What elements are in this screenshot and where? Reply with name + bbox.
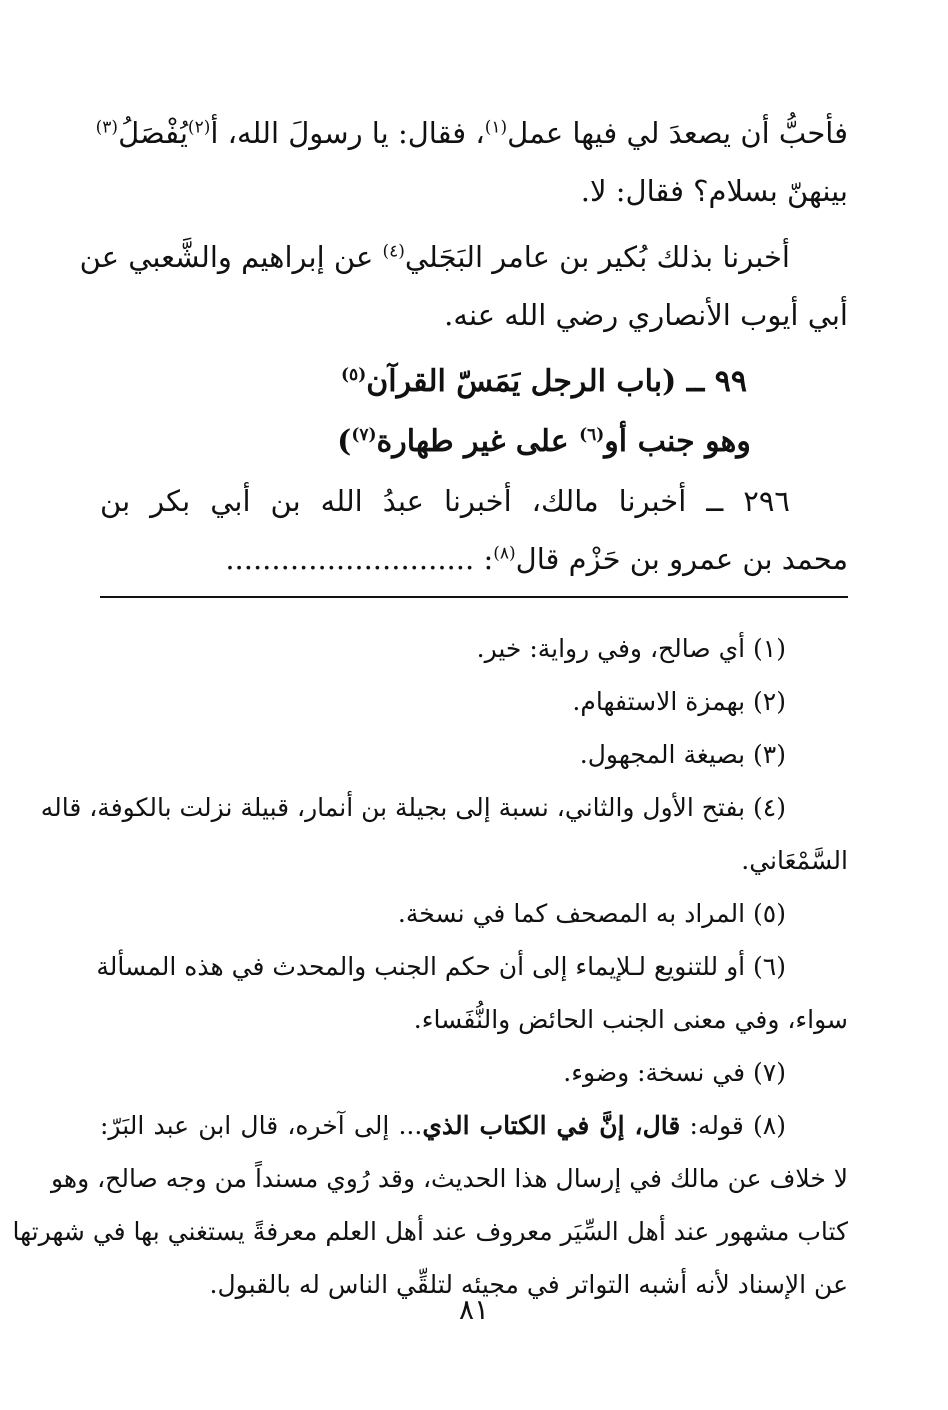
text-line [100,162,848,220]
heading-text: على غير طهارة [376,424,580,459]
footnote-marker: (٨) [493,543,516,564]
footnote-text: (٨) قوله: [680,1111,786,1140]
text-line [95,104,848,162]
text-line [100,286,848,344]
hadith-line [100,472,848,530]
text-run: محمد بن عمرو بن حَزْم قال [515,542,848,576]
heading-text: ) [337,424,352,459]
footnote-continuation: كتاب مشهور عند أهل السِّيَر معروف عند أهل العلم معرفةً يستغني بها في شهرتها [12,1217,848,1246]
footnote-text: ... إلى آخره، قال ابن عبد البَرّ: [100,1111,423,1140]
footnote-quote: قال، إنَّ في الكتاب الذي [422,1111,681,1140]
text-run: أخبرنا بذلك بُكير بن عامر البَجَلي [404,240,790,274]
text-run: فأحبُّ أن يصعدَ لي فيها عمل [507,116,848,150]
chapter-heading [100,352,848,412]
text-run: : [483,542,494,576]
footnote [100,1099,848,1152]
footnote-marker: (٢) [187,117,211,138]
footnote-marker: (٤) [382,241,405,262]
text-line [100,530,848,588]
footnote: (٦) أو للتنويع لـلإيماء إلى أن حكم الجنب والمحدث في هذه المسألة [96,952,786,981]
footnote: (١) أي صالح، وفي رواية: خير. [476,634,786,663]
footnote-marker: (٧) [351,425,377,445]
text-run: يُفْصَلُ [118,116,188,150]
text-run: عن إبراهيم والشَّعبي عن [79,240,383,274]
footnote-continuation: لا خلاف عن مالك في إرسال هذا الحديث، وقد رُوي مسنداً من وجه صالح، وهو [51,1164,848,1193]
main-text [79,104,848,588]
text-run: أبي أيوب الأنصاري رضي الله عنه. [444,298,848,332]
footnote: (٣) بصيغة المجهول. [579,740,786,769]
footnote-marker: (٣) [95,117,119,138]
page-number: ٨١ [458,1293,490,1326]
heading-text: ٩٩ ــ (باب الرجل يَمَسّ القرآن [366,364,747,399]
footnote-continuation: سواء، وفي معنى الجنب الحائض والنُّفَساء. [413,1005,848,1034]
text-run: ، فقال: يا رسولَ الله، أ [210,116,485,150]
text-run: ٢٩٦ ــ أخبرنا مالك، أخبرنا عبدُ الله بن أبي بكر بن [100,484,790,518]
heading-text: وهو جنب أو [604,424,751,459]
footnote: (٤) بفتح الأول والثاني، نسبة إلى بجيلة بن أنمار، قبيلة نزلت بالكوفة، قاله [40,793,786,822]
continuation-dots: ........................... [225,542,475,576]
text-run: بينهنّ بسلام؟ فقال: لا. [580,174,848,208]
footnote: (٥) المراد به المصحف كما في نسخة. [397,899,786,928]
footnote-divider [100,596,848,598]
chapter-heading-line-2 [100,412,848,472]
footnote-continuation: السَّمْعَاني. [741,846,848,875]
footnote: (٢) بهمزة الاستفهام. [572,687,786,716]
footnote-marker: (١) [484,117,508,138]
footnotes [12,622,848,1311]
footnote-continuation: عن الإسناد لأنه أشبه التواتر في مجيئه لتلقِّي الناس له بالقبول. [209,1270,848,1299]
text-line [79,228,848,286]
footnote-marker: (٥) [341,365,367,385]
footnote: (٧) في نسخة: وضوء. [563,1058,786,1087]
footnote-marker: (٦) [579,425,605,445]
